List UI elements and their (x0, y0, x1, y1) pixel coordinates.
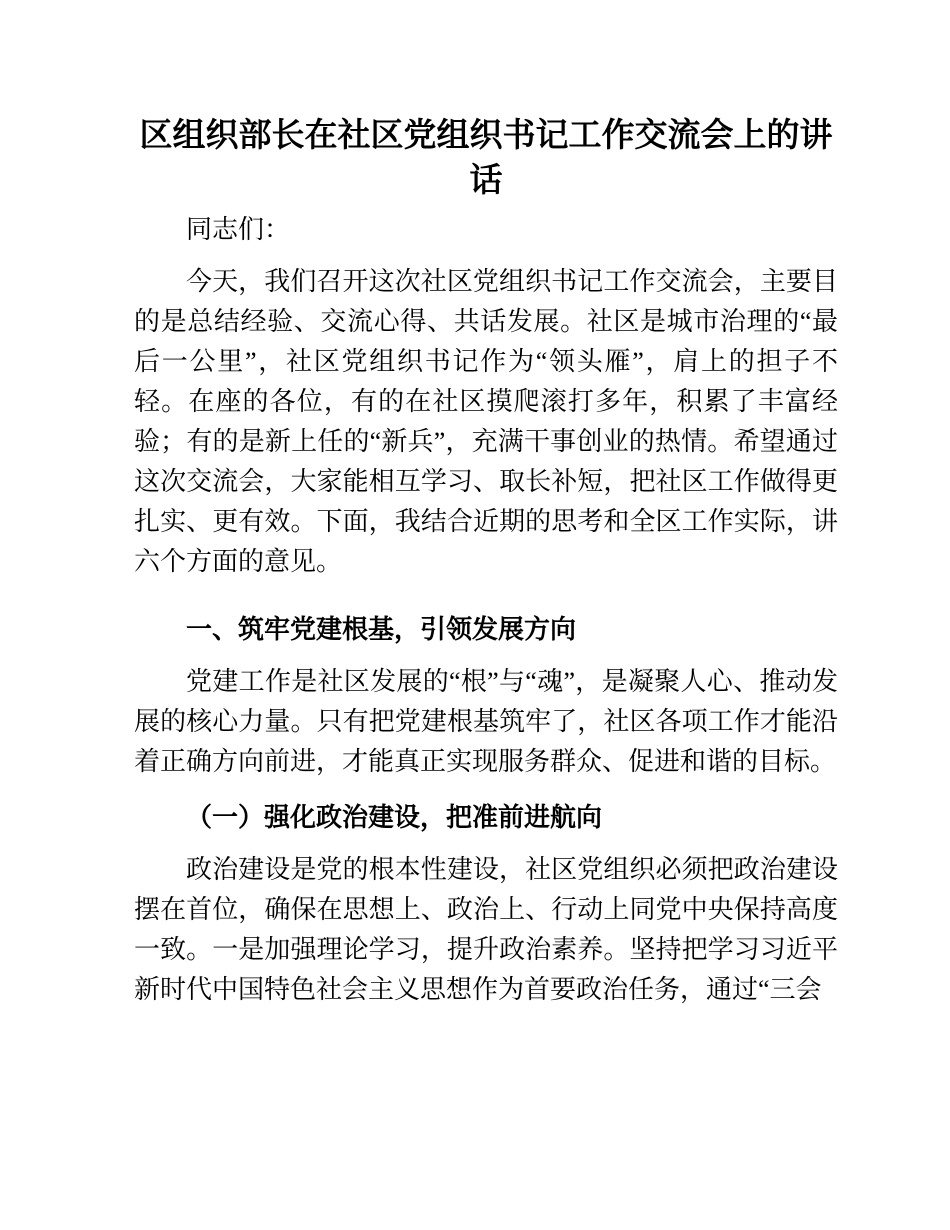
salutation: 同志们： (186, 215, 291, 244)
document-body (134, 210, 838, 1010)
body-paragraph: 政治建设是党的根本性建设，社区党组织必须把政治建设摆在首位，确保在思想上、政治上、行动上同党中央保持高度一致。一是加强理论学习，提升政治素养。坚持把学习习近平新时代中国特色社会主义思想作为首要政治任务，通过“三会 (134, 855, 838, 1004)
body-paragraph: 党建工作是社区发展的“根”与“魂”，是凝聚人心、推动发展的核心力量。只有把党建根基筑牢了，社区各项工作才能沿着正确方向前进，才能真正实现服务群众、促进和谐的目标。 (134, 667, 838, 776)
body-paragraph: 今天，我们召开这次社区党组织书记工作交流会，主要目的是总结经验、交流心得、共话发展。社区是城市治理的“最后一公里”，社区党组织书记作为“领头雁”，肩上的担子不轻。在座的各位，有的在社区摸爬滚打多年，积累了丰富经验；有的是新上任的“新兵”，充满干事创业的热情。希望通过这次交流会，大家能相互学习、取长补短，把社区工作做得更扎实、更有效。下面，我结合近期的思考和全区工作实际，讲六个方面的意见。 (134, 267, 838, 576)
section-heading: 一、筑牢党建根基，引领发展方向 (186, 615, 577, 644)
subsection-heading: （一）强化政治建设，把准前进航向 (186, 803, 603, 832)
document-title: 区组织部长在社区党组织书记工作交流会上的讲话 (139, 116, 833, 198)
